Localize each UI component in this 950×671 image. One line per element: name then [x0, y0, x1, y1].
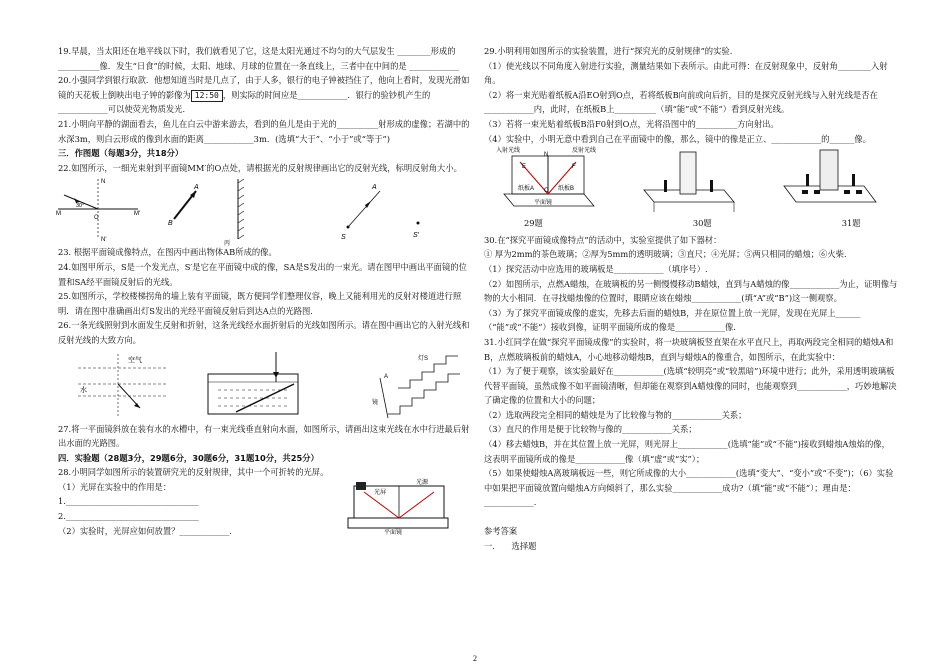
label-A: A	[194, 184, 199, 192]
question-19: 19.早晨，当太阳还在地平线以下时，我们就看见了它，这是太阳光通过不均匀的大气层发生 ________形成的 __________像．发生“日食”的时候，太阳、地球、月球的位置在一条直线上，三者中在中间的是 ____________	[58, 46, 460, 71]
q29-part-3: （3）若将一束光贴着纸板B沿F0射到O点，光将沿图中的__________方向射出。	[484, 118, 779, 129]
left-column	[58, 44, 470, 538]
figure-28	[344, 478, 454, 534]
caption-29: 29题	[524, 218, 543, 229]
question-24: 24.如图甲所示，S是一个发光点，S′是它在平面镜中成的像，SA是S发出的一束光。请在图甲中画出平面镜的位置和SA经平面镜反射后的光线。	[58, 261, 467, 287]
question-25: 25.如图所示，学校楼梯拐角的墙上装有平面镜，既方便同学们整理仪容，晚上又能利用光的反射对楼道进行照明．请在图中准确画出灯S发出的光经平面镜反射后到达A点的光路图．	[58, 291, 462, 316]
figure-25-27-diagrams	[58, 348, 470, 422]
label-board-A: 纸板A	[518, 186, 535, 193]
q29-part-1: （1）使光线以不同角度入射进行实验，测量结果如下表所示。由此可得：在反射现象中，反射角________入射角。	[484, 60, 888, 86]
label-incident-ray: 入射光线	[496, 148, 521, 155]
angle-label: 30°	[76, 203, 85, 210]
label-N: N	[101, 179, 106, 186]
label-B: B	[168, 220, 173, 228]
q31-part-1: （1）为了便于观察，该实验最好在____________(选填“较明亮”或“较黑暗”)环境中进行；此外，采用透明玻璃板代替平面镜，虽然成像不如平面镜清晰，但却能在观察到A蜡烛像的同时，也能观察到____________，巧妙地解决了确定像的位置和大小的问题；	[484, 366, 897, 406]
figure-22-24-diagrams	[58, 175, 470, 247]
caption-30: 30题	[692, 218, 712, 229]
q31-part-5: （5）如果使蜡烛A离玻璃板远一些，则它所成像的大小____________(选填“变大”、“变小”或“不变”)；（6）实验中如果把平面镜放置向蜡烛A方向倾斜了，那么实验____________成功?（填“能”或“不能”）；理由是：____________.	[484, 468, 894, 508]
label-mirror-29: 平面镜	[534, 200, 553, 207]
q30-items: ① 厚为2mm的茶色玻璃；②厚为5mm的透明玻璃；③直尺；④光屏；⑤两只相同的蜡烛；⑥火柴.	[484, 249, 847, 260]
figure-29-31-diagrams	[484, 146, 898, 220]
label-plane-mirror: 平面镜	[384, 529, 403, 536]
q30-part-3: （3）为了探究平面镜成像的虚实，先移去后面的蜡烛B，并在原位置上放一光屏，发现在光屏上______（“能”或“不能”）接收到像，证明平面镜所成的像是____________像.	[484, 307, 861, 333]
label-O: O	[94, 215, 99, 222]
right-column	[484, 44, 898, 553]
section-4-heading: 四．实验题（28题3分，29题6分，30题6分，31题10分，共25分）	[58, 452, 319, 463]
label-O-29: O	[544, 188, 549, 195]
label-mirror: 镜	[372, 399, 379, 406]
q30-part-2: （2）如图所示，点燃A蜡烛，在玻璃板的另一侧慢慢移动B蜡烛，直到与A蜡烛的像____________为止，证明像与物的大小相同．在寻找蜡烛像的位置时，眼睛应该在蜡烛____________(填“A”或“B”)这一侧观察。	[484, 278, 898, 304]
q28-part-1: （1）光屏在实验中的作用是：	[58, 481, 172, 492]
q28-blank-1: 1.________________________________	[58, 496, 199, 507]
q30-part-1: （1）探究活动中应选用的玻璃板是____________（填序号）.	[484, 263, 708, 274]
page-number: 2	[473, 654, 477, 663]
q28-part-2: （2）实验时，光屏应如何放置？____________.	[58, 525, 232, 536]
question-30: 30.在“探究平面镜成像特点”的活动中，实验室提供了如下器材：	[484, 234, 722, 245]
q31-part-2: （2）选取两段完全相同的蜡烛是为了比较像与物的____________关系；	[484, 409, 747, 420]
q31-part-3: （3）直尺的作用是便于比较物与像的____________关系；	[484, 424, 697, 435]
question-28: 28.小明同学如图所示的装置研究光的反射规律，其中一个可折转的光屏。	[58, 467, 329, 478]
question-28-body	[58, 480, 470, 538]
label-lamp-S: 灯S	[418, 355, 429, 362]
label-water: 水	[80, 386, 87, 394]
label-E: E	[522, 164, 527, 171]
clock-display: 12:50	[191, 90, 223, 102]
label-S-prime: S′	[413, 232, 419, 240]
question-29: 29.小明利用如图所示的实验装置，进行“探究光的反射规律”的实验.	[484, 46, 733, 56]
label-light-source: 光源	[416, 479, 429, 486]
answers-section-1: 一. 选择题	[484, 540, 537, 551]
question-22: 22.如图所示，一细光束射到平面镜MM′的O点处，请根据光的反射规律画出它的反射光线，标明反射角大小。	[58, 162, 462, 173]
question-21: 21.小明向平静的湖面看去，鱼儿在白云中游来游去，看到的鱼儿是由于光的__________射形成的虚像；若湖中的水深3m，则白云形成的像到水面的距离____________3m．(选填“大于”、“小于”或“等于”)	[58, 118, 470, 144]
answers-title: 参考答案	[484, 526, 518, 537]
figure-caption-bing: 丙	[224, 241, 231, 248]
label-board-B: 纸板B	[558, 186, 575, 193]
label-reflected-ray: 反射光线	[572, 148, 597, 155]
question-27: 27.将一平面镜斜放在装有水的水槽中，有一束光线垂直射向水面，如图所示，请画出这束光线在水中行进最后射出水面的光路图。	[58, 423, 470, 449]
section-3-heading: 三．作图题（每题3分，共18分）	[58, 148, 184, 159]
caption-31: 31题	[841, 218, 861, 229]
figures-22-24	[56, 175, 470, 248]
question-31: 31.小红同学在做“探究平面镜成像”的实验时，将一块玻璃板竖直架在水平直尺上，再取两段完全相同的蜡烛A和B，点燃玻璃板前的蜡烛A，小心地移动蜡烛B，直到与蜡烛A的像重合，如图所示，在此实验中：	[484, 336, 894, 362]
label-A-fig25: A	[384, 373, 389, 380]
figures-29-31	[484, 146, 898, 220]
question-20: 20.小强同学到银行取款．他想知道当时是几点了，由于人多，银行的电子钟被挡住了，他向上看时，发现光滑如镜的天花板上倒映出电子钟的影像为 12:50 ，则实际的时间应是____________．银行的验钞机产生的____________可以使荧光物质发光．	[58, 75, 470, 115]
label-N-29: N	[544, 152, 549, 159]
label-M: M	[56, 211, 61, 218]
q31-part-4: （4）移去蜡烛B，并在其位置上放一光屏，则光屏上____________(选填“能”或“不能”)接收到蜡烛A烛焰的像，这表明平面镜所成的像是____________像（填“虚”或“实”）；	[484, 439, 890, 464]
q29-part-4: （4）实验中，小明无意中看到自己在平面镜中的像，那么，镜中的像是正立、____________的______像。	[484, 133, 871, 144]
label-screen: 光屏	[374, 489, 387, 496]
question-23: 23. 根据平面镜成像特点，在图丙中画出物体AB所成的像。	[58, 247, 277, 258]
q29-part-2: （2）将一束光贴着纸板A沿EO射到O点，若将纸板B向前或向后折，目的是探究反射光线与入射光线是否在____________内，此时，在纸板B上__________（填“能”或“不能”）看到反射光线。	[484, 89, 878, 115]
label-S: S	[341, 234, 346, 242]
question-26: 26.一条光线照射到水面发生反射和折射，这条光线经水面折射后的光线如图所示。请在图中画出它的入射光线和反射光线的大致方向。	[58, 320, 470, 345]
label-M-prime: M′	[134, 211, 141, 218]
q28-blank-2: 2.________________________________	[58, 511, 199, 522]
label-air: 空气	[128, 356, 142, 364]
label-F: F	[572, 164, 576, 171]
figures-25-27	[58, 348, 470, 422]
label-N-prime: N′	[101, 237, 107, 244]
label-A-fig24: A	[372, 184, 377, 192]
